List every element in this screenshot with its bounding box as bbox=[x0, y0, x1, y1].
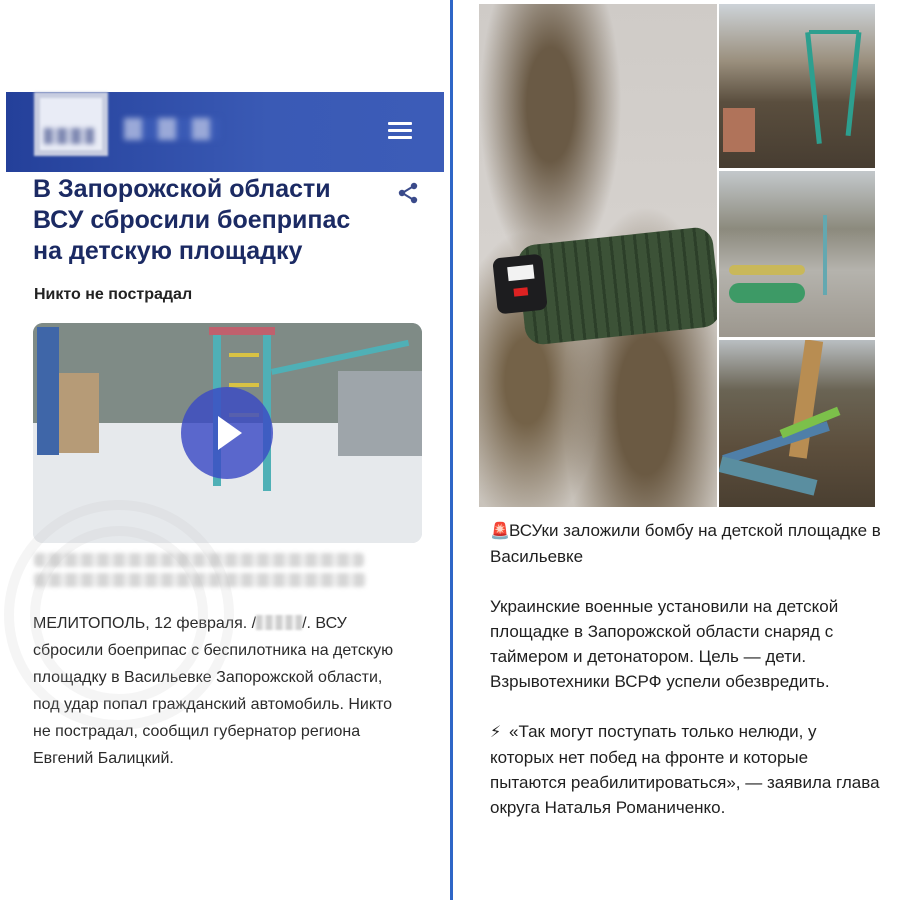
blurred-brand-name bbox=[124, 118, 220, 140]
article-body bbox=[33, 610, 403, 772]
lightning-icon: ⚡ bbox=[490, 724, 502, 741]
playground-photo-swings[interactable] bbox=[719, 4, 875, 168]
blurred-caption-line bbox=[34, 553, 364, 567]
article-dateline: МЕЛИТОПОЛЬ, 12 февраля. / bbox=[33, 615, 257, 632]
post-headline bbox=[490, 518, 885, 569]
blurred-caption-line bbox=[34, 573, 366, 587]
hamburger-menu-icon[interactable] bbox=[388, 122, 412, 140]
telegram-post-panel bbox=[453, 0, 900, 900]
telegram-post-text bbox=[490, 518, 885, 845]
redacted-agency-name bbox=[256, 615, 302, 630]
share-icon[interactable] bbox=[396, 181, 420, 205]
post-paragraph: Украинские военные установили на детской площадке в Запорожской области снаряд с таймером и детонатором. Цель — дети. Взрывотехники ВСРФ успели обезвредить. bbox=[490, 597, 839, 691]
video-player[interactable] bbox=[33, 323, 422, 543]
post-quote-text: «Так могут поступать только нелюди, у которых нет побед на фронте и которые пытаются реабилитироваться», — заявила глава округа Наталья Романиченко. bbox=[490, 722, 880, 817]
play-button[interactable] bbox=[181, 387, 273, 479]
playground-photo-carousel[interactable] bbox=[719, 171, 875, 337]
site-header bbox=[6, 92, 444, 172]
blurred-logo bbox=[34, 92, 108, 156]
playground-photo-broken-swing[interactable] bbox=[719, 340, 875, 507]
green-munition-shape bbox=[516, 226, 717, 346]
article-body-text: /. ВСУ сбросили боеприпас с беспилотника на детскую площадку в Васильевке Запорожской области, под удар попал гражданский автомобиль. Никто не пострадал, сообщил губернатор региона Евгений Балицкий. bbox=[33, 615, 394, 767]
post-quote bbox=[490, 719, 885, 820]
article-subtitle: Никто не пострадал bbox=[34, 286, 193, 303]
munition-timer-cap bbox=[492, 254, 548, 315]
siren-icon: 🚨 bbox=[490, 523, 510, 540]
article-title: В Запорожской области ВСУ сбросили боеприпас на детскую площадку bbox=[33, 175, 351, 265]
post-headline-text: ВСУки заложили бомбу на детской площадке в Васильевке bbox=[490, 521, 881, 566]
bomb-photo[interactable] bbox=[479, 4, 717, 507]
